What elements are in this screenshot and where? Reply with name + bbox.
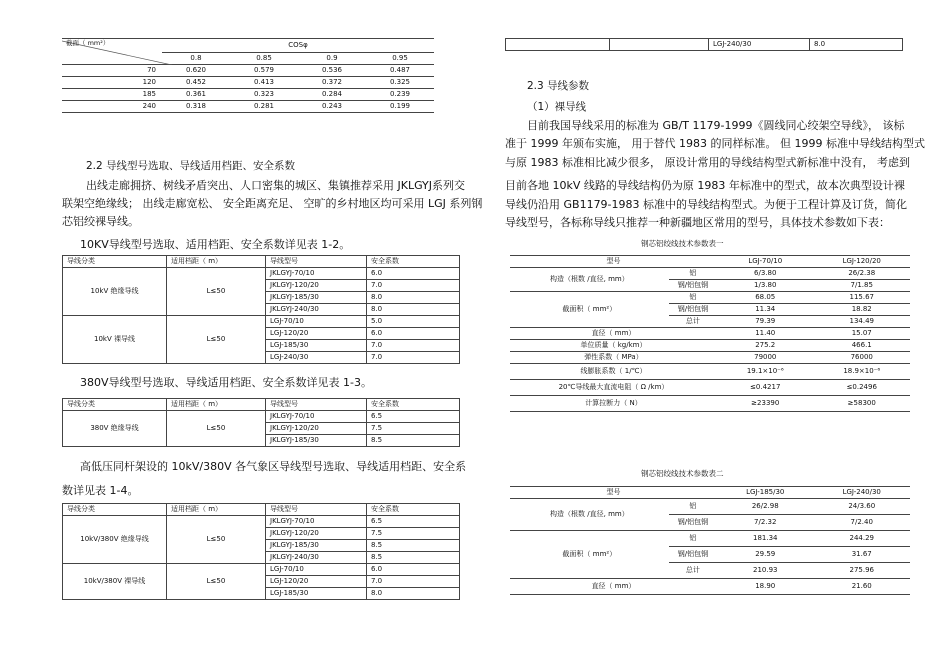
- table-row: [62, 101, 434, 113]
- sub-label: 铝: [669, 499, 717, 515]
- safety-cell: 8.5: [367, 552, 460, 564]
- value-cell: 0.323: [230, 89, 298, 101]
- value-cell: 0.318: [162, 101, 230, 113]
- value-cell: 0.243: [298, 101, 366, 113]
- paragraph-line: 目前各地 10kV 线路的导线结构仍为原 1983 年标准中的型式，故本次典型设计裸: [505, 179, 905, 192]
- header-cell: LGJ-185/30: [717, 487, 813, 499]
- table-row: [62, 65, 434, 77]
- empty-cell: [610, 39, 709, 51]
- row-label: 单位质量（ kg/km）: [510, 340, 717, 352]
- safety-cell: 8.5: [367, 435, 460, 447]
- table-row: [62, 77, 434, 89]
- value-cell: 0.536: [298, 65, 366, 77]
- header-cell: 安全系数: [367, 256, 460, 268]
- value-cell: 31.67: [813, 547, 910, 563]
- sub-label: 总计: [669, 563, 717, 579]
- header-cell: 导线型号: [266, 399, 367, 411]
- span-cell: L≤50: [167, 516, 266, 564]
- value-cell: 18.90: [717, 579, 813, 595]
- sub-label: 铝: [669, 531, 717, 547]
- safety-cell: 8.0: [367, 292, 460, 304]
- value-cell: 244.29: [813, 531, 910, 547]
- class-cell: 10kV 裸导线: [63, 316, 167, 364]
- model-cell: JKLGYJ-185/30: [266, 540, 367, 552]
- class-cell: 10kV 绝缘导线: [63, 268, 167, 316]
- value-cell: 68.05: [717, 292, 813, 304]
- value-cell: 76000: [813, 352, 910, 364]
- paragraph-line: 出线走廊拥挤、树线矛盾突出、人口密集的城区、集镇推荐采用 JKLGYJ系列交: [86, 179, 466, 192]
- value-cell: 115.67: [813, 292, 910, 304]
- row-label: 截面积（ mm²）: [510, 292, 669, 328]
- value-cell: 0.620: [162, 65, 230, 77]
- subsection-heading: （1）裸导线: [527, 101, 587, 113]
- value-cell: 275.96: [813, 563, 910, 579]
- sub-label: 钢/铝包钢: [669, 304, 717, 316]
- safety-cell: 8.0: [367, 304, 460, 316]
- value-cell: 18.9×10⁻⁶: [813, 364, 910, 380]
- model-cell: JKLGYJ-185/30: [266, 435, 367, 447]
- header-cell: LGJ-120/20: [813, 256, 910, 268]
- paragraph-line: 与原 1983 标准相比减少很多， 原设计常用的导线结构型式新标准中没有， 考虑到: [505, 156, 910, 169]
- corner-cell: [62, 39, 162, 65]
- class-cell: 10kV/380V 绝缘导线: [63, 516, 167, 564]
- table-1-3: [62, 398, 460, 447]
- sub-label: 钢/铝包钢: [669, 280, 717, 292]
- value-cell: 0.413: [230, 77, 298, 89]
- header-cell: LGJ-70/10: [717, 256, 813, 268]
- header-cell: 适用档距（ m）: [167, 504, 266, 516]
- header-cell: 导线型号: [266, 504, 367, 516]
- value-cell: 0.239: [366, 89, 434, 101]
- span-cell: L≤50: [167, 268, 266, 316]
- value-cell: 466.1: [813, 340, 910, 352]
- header-cell: 导线分类: [63, 256, 167, 268]
- row-label: 构造（根数 /直径, mm）: [510, 268, 669, 292]
- span-cell: L≤50: [167, 316, 266, 364]
- model-cell: LGJ-120/20: [266, 576, 367, 588]
- paragraph-line: 导线型号，各标称导线只推荐一种新疆地区常用的型号，具体技术参数如下表：: [505, 216, 890, 229]
- model-cell: JKLGYJ-120/20: [266, 528, 367, 540]
- cosphi-table: [62, 38, 434, 113]
- cos-col: 0.9: [298, 53, 366, 65]
- model-cell: LGJ-240/30: [266, 352, 367, 364]
- model-cell: LGJ-185/30: [266, 340, 367, 352]
- value-cell: 0.452: [162, 77, 230, 89]
- value-cell: 0.281: [230, 101, 298, 113]
- value-cell: 1/3.80: [717, 280, 813, 292]
- header-cell: 导线分类: [63, 504, 167, 516]
- sub-label: 钢/铝包钢: [669, 515, 717, 531]
- value-cell: 26/2.38: [813, 268, 910, 280]
- model-cell: JKLGYJ-185/30: [266, 292, 367, 304]
- model-cell: JKLGYJ-120/20: [266, 280, 367, 292]
- paragraph-line: 目前我国导线采用的标准为 GB/T 1179-1999《圆线同心绞架空导线》， 该标: [527, 119, 905, 132]
- value-cell: 79.39: [717, 316, 813, 328]
- value-cell: 0.199: [366, 101, 434, 113]
- safety-cell: 6.0: [367, 564, 460, 576]
- conductor-params-table-1: [510, 255, 910, 412]
- cos-col: 0.95: [366, 53, 434, 65]
- sub-label: 总计: [669, 316, 717, 328]
- value-cell: 210.93: [717, 563, 813, 579]
- section-2-3-heading: 2.3 导线参数: [527, 80, 590, 92]
- safety-cell: 7.5: [367, 528, 460, 540]
- model-cell: JKLGYJ-240/30: [266, 304, 367, 316]
- cos-header: COSφ: [162, 39, 434, 53]
- row-label: 直径（ mm）: [510, 328, 717, 340]
- model-cell: LGJ-70/10: [266, 316, 367, 328]
- cos-col: 0.85: [230, 53, 298, 65]
- span-cell: L≤50: [167, 564, 266, 600]
- header-cell: 型号: [510, 487, 717, 499]
- header-cell: 导线型号: [266, 256, 367, 268]
- header-cell: LGJ-240/30: [813, 487, 910, 499]
- table-caption: 钢芯铝绞线技术参数表一: [641, 239, 724, 248]
- value-cell: 0.325: [366, 77, 434, 89]
- paragraph-line: 芯铝绞裸导线。: [62, 215, 139, 228]
- paragraph-line: 联架空绝缘线； 出线走廊宽松、 安全距离充足、 空旷的乡村地区均可采用 LGJ 系列钢: [62, 197, 483, 210]
- value-cell: 0.372: [298, 77, 366, 89]
- model-cell: JKLGYJ-70/10: [266, 268, 367, 280]
- safety-cell: 8.0: [367, 588, 460, 600]
- section-cell: 70: [62, 65, 162, 77]
- safety-cell: 8.5: [367, 540, 460, 552]
- sub-label: 铝: [669, 268, 717, 280]
- continued-table: [505, 38, 903, 51]
- value-cell: 11.40: [717, 328, 813, 340]
- header-cell: 导线分类: [63, 399, 167, 411]
- value-cell: 0.361: [162, 89, 230, 101]
- value-cell: 134.49: [813, 316, 910, 328]
- table-1-3-caption: 380V导线型号选取、导线适用档距、安全系数详见表 1-3。: [80, 376, 372, 389]
- paragraph-line: 数详见表 1-4。: [62, 484, 139, 497]
- value-cell: 15.07: [813, 328, 910, 340]
- safety-cell: 5.0: [367, 316, 460, 328]
- safety-cell: 6.5: [367, 411, 460, 423]
- header-cell: 型号: [510, 256, 717, 268]
- value-cell: 7/2.32: [717, 515, 813, 531]
- table-1-4: [62, 503, 460, 600]
- empty-cell: [506, 39, 610, 51]
- value-cell: 0.579: [230, 65, 298, 77]
- value-cell: 7/1.85: [813, 280, 910, 292]
- class-cell: 380V 绝缘导线: [63, 411, 167, 447]
- safety-cell: 7.0: [367, 576, 460, 588]
- table-caption: 钢芯铝绞线技术参数表二: [641, 469, 724, 478]
- header-cell: 适用档距（ m）: [167, 399, 266, 411]
- value-cell: 0.284: [298, 89, 366, 101]
- model-cell: JKLGYJ-120/20: [266, 423, 367, 435]
- row-label: 截面积（ mm²）: [510, 531, 669, 579]
- safety-cell: 7.0: [367, 352, 460, 364]
- section-cell: 240: [62, 101, 162, 113]
- row-label: 线膨胀系数（ 1/℃）: [510, 364, 717, 380]
- section-cell: 185: [62, 89, 162, 101]
- value-cell: 181.34: [717, 531, 813, 547]
- value-cell: 79000: [717, 352, 813, 364]
- model-cell: LGJ-70/10: [266, 564, 367, 576]
- cos-col: 0.8: [162, 53, 230, 65]
- row-label: 构造（根数 /直径, mm）: [510, 499, 669, 531]
- model-cell: JKLGYJ-240/30: [266, 552, 367, 564]
- table-1-2-caption: 10KV导线型号选取、适用档距、安全系数详见表 1-2。: [80, 238, 351, 251]
- value-cell: 6/3.80: [717, 268, 813, 280]
- span-cell: L≤50: [167, 411, 266, 447]
- row-label: 计算拉断力（ N）: [510, 396, 717, 412]
- sub-label: 铝: [669, 292, 717, 304]
- value-cell: 11.34: [717, 304, 813, 316]
- header-cell: 安全系数: [367, 504, 460, 516]
- model-cell: LGJ-185/30: [266, 588, 367, 600]
- model-cell: JKLGYJ-70/10: [266, 516, 367, 528]
- value-cell: 24/3.60: [813, 499, 910, 515]
- safety-cell: 6.5: [367, 516, 460, 528]
- table-1-2: [62, 255, 460, 364]
- model-cell: LGJ-240/30: [709, 39, 810, 51]
- value-cell: 21.60: [813, 579, 910, 595]
- conductor-params-table-2: [510, 486, 910, 595]
- value-cell: 18.82: [813, 304, 910, 316]
- model-cell: LGJ-120/20: [266, 328, 367, 340]
- table-row: [62, 89, 434, 101]
- value-cell: 0.487: [366, 65, 434, 77]
- safety-cell: 7.0: [367, 280, 460, 292]
- value-cell: 29.59: [717, 547, 813, 563]
- value-cell: 7/2.40: [813, 515, 910, 531]
- safety-cell: 7.0: [367, 340, 460, 352]
- section-2-2-heading: 2.2 导线型号选取、导线适用档距、安全系数: [86, 160, 296, 172]
- value-cell: ≥23390: [717, 396, 813, 412]
- section-cell: 120: [62, 77, 162, 89]
- value-cell: 275.2: [717, 340, 813, 352]
- safety-cell: 6.0: [367, 268, 460, 280]
- paragraph-line: 高低压同杆架设的 10kV/380V 各气象区导线型号选取、导线适用档距、安全系: [80, 460, 467, 473]
- model-cell: JKLGYJ-70/10: [266, 411, 367, 423]
- safety-cell: 8.0: [810, 39, 903, 51]
- header-cell: 安全系数: [367, 399, 460, 411]
- class-cell: 10kV/380V 裸导线: [63, 564, 167, 600]
- value-cell: ≤0.2496: [813, 380, 910, 396]
- row-label: 直径（ mm）: [510, 579, 717, 595]
- safety-cell: 6.0: [367, 328, 460, 340]
- safety-cell: 7.5: [367, 423, 460, 435]
- value-cell: ≥58300: [813, 396, 910, 412]
- value-cell: 19.1×10⁻⁶: [717, 364, 813, 380]
- corner-label: 截面（ mm²）: [66, 39, 110, 47]
- sub-label: 钢/铝包钢: [669, 547, 717, 563]
- value-cell: 26/2.98: [717, 499, 813, 515]
- paragraph-line: 准于 1999 年颁布实施， 用于替代 1983 的同样标准。 但 1999 标准中导线结构型式: [505, 137, 925, 150]
- value-cell: ≤0.4217: [717, 380, 813, 396]
- row-label: 弹性系数（ MPa）: [510, 352, 717, 364]
- header-cell: 适用档距（ m）: [167, 256, 266, 268]
- paragraph-line: 导线仍沿用 GB1179-1983 标准中的导线结构型式。为便于工程计算及订货，简化: [505, 198, 908, 211]
- row-label: 20℃导线最大直流电阻（ Ω /km）: [510, 380, 717, 396]
